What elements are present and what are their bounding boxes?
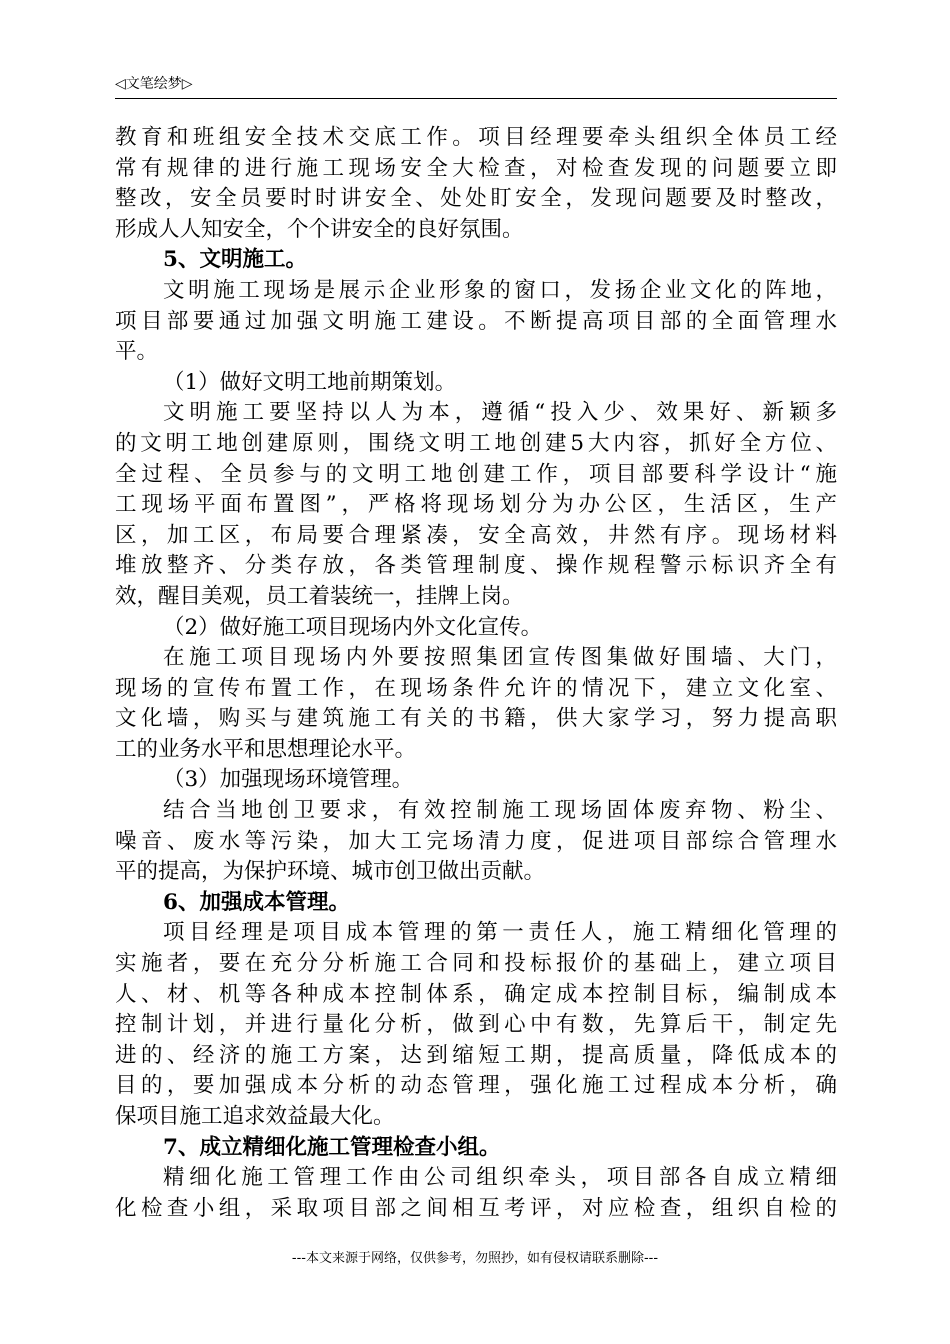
text-line: 目的，要加强成本分析的动态管理，强化施工过程成本分析，确 [115,1073,837,1099]
text-line: 在施工项目现场内外要按照集团宣传图集做好围墙、大门， [163,645,837,671]
paragraph [115,918,837,1132]
subsection-title [115,368,837,399]
header-title: ◁文笔绘梦▷ [115,76,193,92]
text-line: 控制计划，并进行量化分析，做到心中有数，先算后干，制定先 [115,1012,837,1038]
text-line: 化检查小组，采取项目部之间相互考评，对应检查，组织自检的 [115,1195,837,1221]
page-footer: ---本文来源于网络，仅供参考，勿照抄，如有侵权请联系删除--- [291,1251,659,1266]
text-line: 形成人人知安全，个个讲安全的良好氛围。 [115,216,524,242]
page-header [115,70,837,99]
text-line: （1）做好文明工地前期策划。 [163,369,457,395]
paragraph [115,1163,837,1224]
text-line: 教育和班组安全技术交底工作。项目经理要牵头组织全体员工经 [115,125,837,150]
paragraph [115,796,837,888]
section-heading [115,245,837,276]
text-line: 5、文明施工。 [163,247,307,273]
text-line: 噪音、废水等污染，加大工完场清力度，促进项目部综合管理水 [115,828,837,854]
text-line: 堆放整齐、分类存放，各类管理制度、操作规程警示标识齐全有 [115,553,837,579]
text-line: 的文明工地创建原则，围绕文明工地创建5大内容，抓好全方位、 [115,430,837,456]
text-line: 文明施工要坚持以人为本，遵循“投入少、效果好、新颖多 [163,400,837,426]
text-line: （2）做好施工项目现场内外文化宣传。 [163,614,543,640]
text-line: 文化墙，购买与建筑施工有关的书籍，供大家学习，努力提高职 [115,706,837,732]
subsection-title [115,613,837,644]
text-line: 平的提高，为保护环境、城市创卫做出贡献。 [115,859,546,885]
text-line: 项目部要通过加强文明施工建设。不断提高项目部的全面管理水 [115,308,837,334]
text-line: 效，醒目美观，员工着装统一，挂牌上岗。 [115,583,524,609]
section-heading [115,1133,837,1164]
subsection-title [115,765,837,796]
text-line: 6、加强成本管理。 [163,889,350,915]
text-line: 进的、经济的施工方案，达到缩短工期，提高质量，降低成本的 [115,1042,837,1068]
text-line: 全过程、全员参与的文明工地创建工作，项目部要科学设计“施 [115,461,837,487]
text-line: 结合当地创卫要求，有效控制施工现场固体废弃物、粉尘、 [163,798,837,824]
text-line: 现场的宣传布置工作，在现场条件允许的情况下，建立文化室、 [115,675,837,701]
text-line: 精细化施工管理工作由公司组织牵头，项目部各自成立精细 [163,1165,837,1191]
text-line: 区，加工区，布局要合理紧凑，安全高效，井然有序。现场材料 [115,522,837,548]
paragraph [115,643,837,765]
text-line: 文明施工现场是展示企业形象的窗口，发扬企业文化的阵地， [163,277,837,303]
paragraph [115,398,837,612]
text-line: 整改，安全员要时时讲安全、处处盯安全，发现问题要及时整改， [115,186,837,212]
document-body [115,123,837,1224]
text-line: 人、材、机等各种成本控制体系，确定成本控制目标，编制成本 [115,981,837,1007]
paragraph [115,123,837,245]
text-line: （3）加强现场环境管理。 [163,767,414,793]
text-line: 保项目施工追求效益最大化。 [115,1104,395,1129]
section-heading [115,888,837,919]
text-line: 常有规律的进行施工现场安全大检查，对检查发现的问题要立即 [115,155,837,181]
text-line: 工的业务水平和思想理论水平。 [115,736,417,762]
text-line: 实施者，要在充分分析施工合同和投标报价的基础上，建立项目 [115,951,837,977]
paragraph [115,276,837,368]
text-line: 项目经理是项目成本管理的第一责任人，施工精细化管理的 [163,920,837,946]
text-line: 7、成立精细化施工管理检查小组。 [163,1134,501,1160]
text-line: 平。 [115,339,159,365]
text-line: 工现场平面布置图”，严格将现场划分为办公区，生活区，生产 [115,492,837,518]
